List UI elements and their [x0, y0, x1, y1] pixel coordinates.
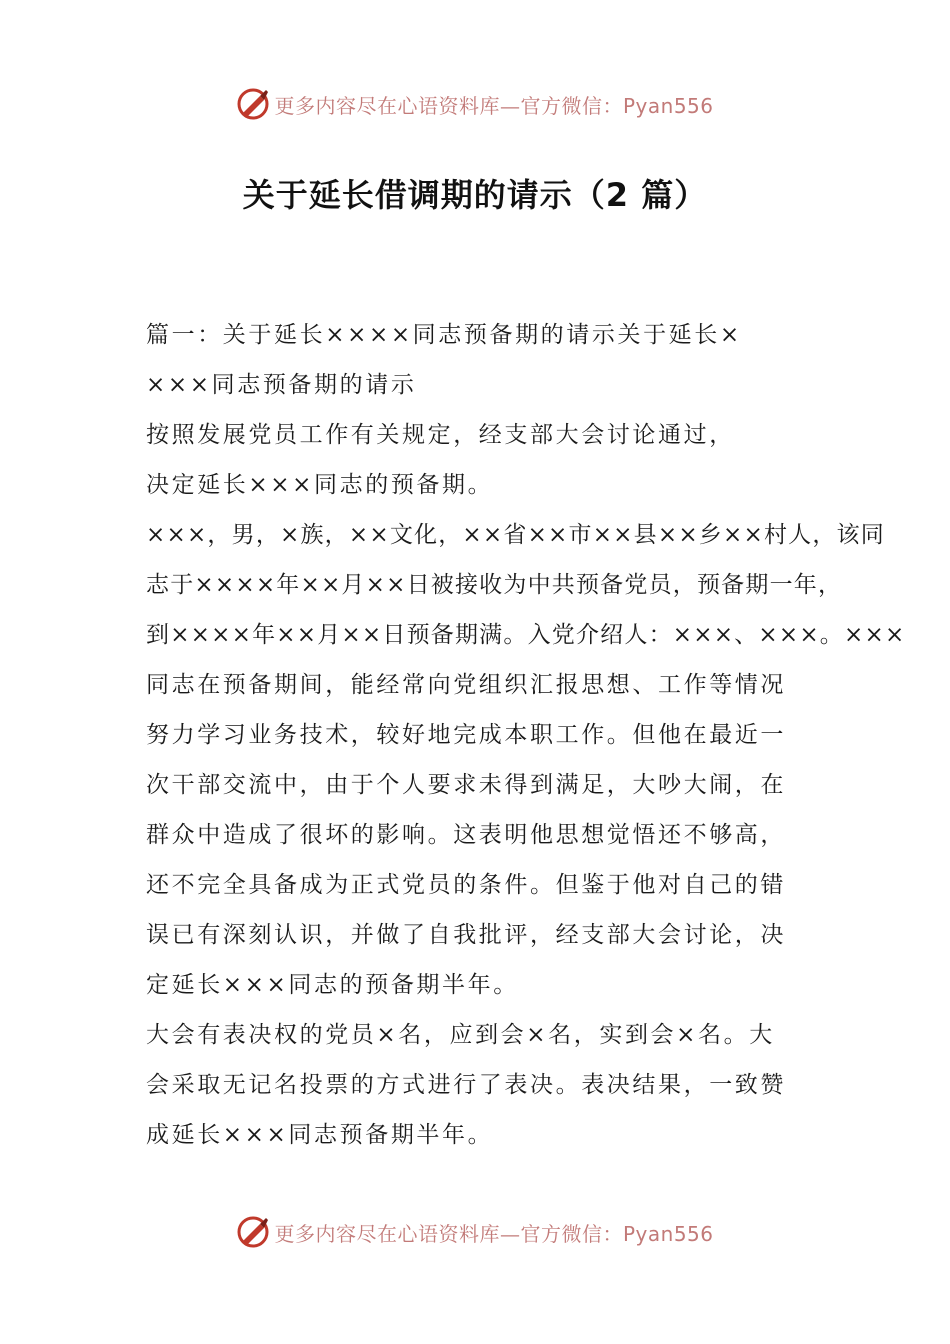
- body-line: 次干部交流中，由于个人要求未得到满足，大吵大闹，在: [146, 772, 786, 798]
- footer-banner: [0, 1212, 950, 1252]
- document-title: 关于延长借调期的请示（2 篇）: [242, 176, 708, 214]
- document-body: [146, 310, 906, 1160]
- body-line: ×××，男，×族，××文化，××省××市××县××乡××村人，该同: [146, 522, 885, 548]
- header-banner: [0, 84, 950, 124]
- banner-site: 更多内容尽在心语资料库: [274, 93, 500, 118]
- banner-official: 官方微信：: [520, 1221, 623, 1246]
- banner-handle: Pyan556: [622, 1221, 714, 1246]
- header-banner-text: [274, 90, 713, 119]
- body-line: 大会有表决权的党员×名，应到会×名，实到会×名。大: [146, 1022, 775, 1048]
- banner-official: 官方微信：: [520, 93, 623, 118]
- body-line: 志于××××年××月××日被接收为中共预备党员，预备期一年，: [146, 572, 843, 598]
- body-line: 会采取无记名投票的方式进行了表决。表决结果，一致赞: [146, 1072, 786, 1098]
- body-line: 定延长×××同志的预备期半年。: [146, 972, 519, 998]
- banner-site: 更多内容尽在心语资料库: [274, 1221, 500, 1246]
- body-line: 到××××年××月××日预备期满。入党介绍人：×××、×××。×××: [146, 622, 906, 648]
- footer-banner-text: [274, 1218, 713, 1247]
- pen-logo-icon: [236, 1215, 270, 1249]
- banner-dash: —: [499, 93, 521, 118]
- body-line: 篇一：关于延长××××同志预备期的请示关于延长×: [146, 322, 742, 348]
- body-line: 群众中造成了很坏的影响。这表明他思想觉悟还不够高，: [146, 822, 786, 848]
- body-line: 决定延长×××同志的预备期。: [146, 472, 494, 498]
- banner-dash: —: [499, 1221, 521, 1246]
- pen-logo-icon: [236, 87, 270, 121]
- body-line: 努力学习业务技术，较好地完成本职工作。但他在最近一: [146, 722, 786, 748]
- body-line: 成延长×××同志预备期半年。: [146, 1122, 494, 1148]
- body-line: 同志在预备期间，能经常向党组织汇报思想、工作等情况: [146, 672, 786, 698]
- body-line: 还不完全具备成为正式党员的条件。但鉴于他对自己的错: [146, 872, 786, 898]
- banner-handle: Pyan556: [622, 93, 714, 118]
- body-line: ×××同志预备期的请示: [146, 372, 417, 398]
- body-line: 按照发展党员工作有关规定，经支部大会讨论通过，: [146, 422, 735, 448]
- body-line: 误已有深刻认识，并做了自我批评，经支部大会讨论，决: [146, 922, 786, 948]
